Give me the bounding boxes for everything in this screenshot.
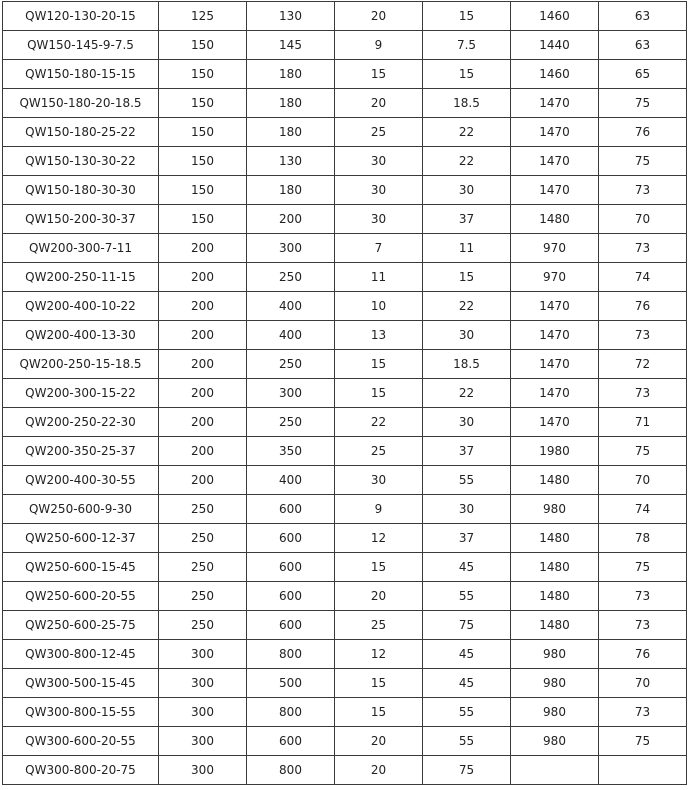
table-cell-col-6: 970 xyxy=(511,263,599,292)
table-row xyxy=(3,495,687,524)
table-cell-col-3: 600 xyxy=(247,611,335,640)
table-cell-col-6: 1470 xyxy=(511,147,599,176)
table-row xyxy=(3,524,687,553)
table-cell-model: QW300-800-15-55 xyxy=(3,698,159,727)
table-cell-col-6: 1460 xyxy=(511,2,599,31)
table-cell-col-6: 1470 xyxy=(511,89,599,118)
table-cell-model: QW200-350-25-37 xyxy=(3,437,159,466)
table-cell-col-2: 150 xyxy=(159,147,247,176)
table-cell-col-4: 15 xyxy=(335,553,423,582)
table-cell-col-3: 600 xyxy=(247,727,335,756)
table-row xyxy=(3,350,687,379)
table-cell-col-4: 25 xyxy=(335,611,423,640)
table-cell-col-6: 1480 xyxy=(511,524,599,553)
table-cell-col-6: 980 xyxy=(511,727,599,756)
table-cell-col-2: 250 xyxy=(159,582,247,611)
table-cell-col-3: 250 xyxy=(247,263,335,292)
table-cell-col-3: 180 xyxy=(247,89,335,118)
table-cell-col-2: 250 xyxy=(159,553,247,582)
table-cell-col-3: 180 xyxy=(247,118,335,147)
table-cell-col-3: 300 xyxy=(247,379,335,408)
table-cell-model: QW150-130-30-22 xyxy=(3,147,159,176)
table-cell-col-7: 75 xyxy=(599,147,687,176)
table-cell-col-2: 200 xyxy=(159,408,247,437)
table-cell-col-7: 73 xyxy=(599,582,687,611)
table-cell-col-4: 9 xyxy=(335,31,423,60)
table-cell-col-3: 180 xyxy=(247,176,335,205)
table-cell-col-6: 980 xyxy=(511,698,599,727)
table-cell-col-6: 1470 xyxy=(511,408,599,437)
table-cell-col-3: 250 xyxy=(247,350,335,379)
table-cell-col-7: 78 xyxy=(599,524,687,553)
table-cell-col-7: 75 xyxy=(599,727,687,756)
table-cell-model: QW300-800-20-75 xyxy=(3,756,159,785)
table-cell-col-2: 200 xyxy=(159,263,247,292)
table-cell-col-6: 1470 xyxy=(511,321,599,350)
table-cell-col-6: 1440 xyxy=(511,31,599,60)
table-cell-model: QW120-130-20-15 xyxy=(3,2,159,31)
table-cell-col-4: 12 xyxy=(335,524,423,553)
table-row xyxy=(3,263,687,292)
table-cell-col-7: 73 xyxy=(599,698,687,727)
table-cell-model: QW200-400-30-55 xyxy=(3,466,159,495)
table-cell-col-7: 63 xyxy=(599,31,687,60)
table-cell-col-5: 45 xyxy=(423,669,511,698)
table-cell-model: QW150-180-30-30 xyxy=(3,176,159,205)
table-cell-col-3: 600 xyxy=(247,495,335,524)
table-cell-col-5: 30 xyxy=(423,408,511,437)
table-cell-col-6: 980 xyxy=(511,640,599,669)
table-cell-col-3: 600 xyxy=(247,524,335,553)
table-cell-col-2: 200 xyxy=(159,321,247,350)
table-cell-model: QW250-600-20-55 xyxy=(3,582,159,611)
table-row xyxy=(3,31,687,60)
table-cell-model: QW150-200-30-37 xyxy=(3,205,159,234)
table-cell-model: QW200-250-22-30 xyxy=(3,408,159,437)
table-cell-col-7: 70 xyxy=(599,466,687,495)
table-cell-col-3: 180 xyxy=(247,60,335,89)
table-cell-col-5: 30 xyxy=(423,495,511,524)
table-cell-col-2: 300 xyxy=(159,698,247,727)
table-cell-model: QW300-500-15-45 xyxy=(3,669,159,698)
table-cell-col-2: 150 xyxy=(159,176,247,205)
table-cell-col-5: 15 xyxy=(423,263,511,292)
table-cell-col-6: 1460 xyxy=(511,60,599,89)
table-cell-col-6: 1980 xyxy=(511,437,599,466)
table-cell-col-5: 37 xyxy=(423,205,511,234)
table-cell-col-4: 20 xyxy=(335,2,423,31)
table-cell-model: QW200-400-10-22 xyxy=(3,292,159,321)
table-cell-col-4: 30 xyxy=(335,147,423,176)
table-row xyxy=(3,60,687,89)
table-cell-col-3: 800 xyxy=(247,640,335,669)
table-cell-col-4: 10 xyxy=(335,292,423,321)
table-cell-model: QW250-600-25-75 xyxy=(3,611,159,640)
table-row xyxy=(3,408,687,437)
table-cell-col-4: 25 xyxy=(335,118,423,147)
table-cell-col-5: 55 xyxy=(423,727,511,756)
table-cell-col-6 xyxy=(511,756,599,785)
table-cell-col-3: 600 xyxy=(247,553,335,582)
table-cell-col-4: 9 xyxy=(335,495,423,524)
table-row xyxy=(3,321,687,350)
table-row xyxy=(3,118,687,147)
table-cell-col-5: 18.5 xyxy=(423,350,511,379)
table-cell-col-3: 145 xyxy=(247,31,335,60)
table-cell-col-2: 200 xyxy=(159,379,247,408)
table-cell-col-5: 15 xyxy=(423,2,511,31)
table-cell-col-5: 22 xyxy=(423,147,511,176)
table-row xyxy=(3,292,687,321)
table-cell-col-4: 15 xyxy=(335,669,423,698)
table-cell-col-2: 250 xyxy=(159,495,247,524)
table-cell-col-4: 30 xyxy=(335,466,423,495)
table-cell-col-5: 45 xyxy=(423,640,511,669)
table-row xyxy=(3,437,687,466)
table-cell-col-4: 22 xyxy=(335,408,423,437)
table-cell-col-3: 130 xyxy=(247,2,335,31)
table-cell-col-2: 300 xyxy=(159,756,247,785)
table-cell-col-2: 200 xyxy=(159,437,247,466)
table-row xyxy=(3,176,687,205)
table-cell-model: QW250-600-15-45 xyxy=(3,553,159,582)
table-cell-col-3: 200 xyxy=(247,205,335,234)
table-cell-col-7 xyxy=(599,756,687,785)
table-cell-col-3: 600 xyxy=(247,582,335,611)
table-cell-col-6: 1480 xyxy=(511,611,599,640)
table-cell-col-5: 15 xyxy=(423,60,511,89)
table-cell-col-5: 45 xyxy=(423,553,511,582)
table-cell-col-3: 130 xyxy=(247,147,335,176)
table-cell-col-3: 500 xyxy=(247,669,335,698)
table-cell-col-2: 300 xyxy=(159,727,247,756)
table-cell-col-7: 73 xyxy=(599,234,687,263)
table-cell-col-7: 74 xyxy=(599,495,687,524)
table-cell-col-3: 800 xyxy=(247,756,335,785)
table-cell-col-5: 18.5 xyxy=(423,89,511,118)
table-cell-model: QW200-300-7-11 xyxy=(3,234,159,263)
table-row xyxy=(3,466,687,495)
table-cell-col-5: 7.5 xyxy=(423,31,511,60)
pump-spec-table-body xyxy=(3,2,687,785)
table-row xyxy=(3,205,687,234)
table-cell-col-2: 150 xyxy=(159,31,247,60)
table-cell-col-2: 200 xyxy=(159,234,247,263)
table-cell-col-3: 400 xyxy=(247,466,335,495)
table-cell-col-4: 12 xyxy=(335,640,423,669)
table-cell-col-2: 200 xyxy=(159,466,247,495)
table-cell-col-6: 1470 xyxy=(511,292,599,321)
table-cell-col-3: 400 xyxy=(247,292,335,321)
table-row xyxy=(3,698,687,727)
table-row xyxy=(3,89,687,118)
table-cell-col-6: 1480 xyxy=(511,582,599,611)
table-row xyxy=(3,379,687,408)
table-cell-col-4: 11 xyxy=(335,263,423,292)
table-cell-col-6: 1480 xyxy=(511,205,599,234)
table-cell-model: QW150-145-9-7.5 xyxy=(3,31,159,60)
table-cell-col-7: 70 xyxy=(599,205,687,234)
table-cell-col-3: 250 xyxy=(247,408,335,437)
table-cell-col-6: 1470 xyxy=(511,350,599,379)
table-cell-col-5: 75 xyxy=(423,611,511,640)
table-cell-col-2: 300 xyxy=(159,669,247,698)
table-cell-col-5: 37 xyxy=(423,437,511,466)
table-cell-model: QW250-600-12-37 xyxy=(3,524,159,553)
table-cell-col-2: 250 xyxy=(159,524,247,553)
table-cell-model: QW300-800-12-45 xyxy=(3,640,159,669)
table-row xyxy=(3,582,687,611)
table-cell-col-7: 63 xyxy=(599,2,687,31)
table-cell-col-7: 73 xyxy=(599,321,687,350)
table-cell-col-2: 300 xyxy=(159,640,247,669)
table-cell-col-5: 22 xyxy=(423,379,511,408)
table-cell-col-7: 65 xyxy=(599,60,687,89)
table-cell-col-6: 970 xyxy=(511,234,599,263)
table-cell-col-4: 20 xyxy=(335,727,423,756)
table-row xyxy=(3,611,687,640)
table-cell-col-2: 250 xyxy=(159,611,247,640)
table-cell-model: QW150-180-25-22 xyxy=(3,118,159,147)
table-cell-col-4: 15 xyxy=(335,379,423,408)
table-cell-model: QW250-600-9-30 xyxy=(3,495,159,524)
table-row xyxy=(3,147,687,176)
table-row xyxy=(3,756,687,785)
table-cell-col-2: 125 xyxy=(159,2,247,31)
table-cell-col-4: 15 xyxy=(335,350,423,379)
table-cell-col-2: 150 xyxy=(159,118,247,147)
table-cell-col-7: 73 xyxy=(599,176,687,205)
table-cell-col-2: 150 xyxy=(159,89,247,118)
table-cell-col-4: 13 xyxy=(335,321,423,350)
table-cell-col-2: 200 xyxy=(159,292,247,321)
table-cell-col-5: 55 xyxy=(423,698,511,727)
table-cell-col-7: 75 xyxy=(599,89,687,118)
table-cell-col-2: 150 xyxy=(159,60,247,89)
table-cell-col-5: 30 xyxy=(423,176,511,205)
table-cell-col-4: 25 xyxy=(335,437,423,466)
table-cell-model: QW200-300-15-22 xyxy=(3,379,159,408)
table-row xyxy=(3,553,687,582)
table-cell-col-6: 980 xyxy=(511,495,599,524)
table-cell-col-5: 30 xyxy=(423,321,511,350)
table-row xyxy=(3,2,687,31)
table-cell-col-4: 7 xyxy=(335,234,423,263)
table-cell-col-4: 15 xyxy=(335,698,423,727)
table-row xyxy=(3,234,687,263)
table-cell-model: QW200-250-15-18.5 xyxy=(3,350,159,379)
table-cell-col-2: 200 xyxy=(159,350,247,379)
table-cell-col-6: 1470 xyxy=(511,379,599,408)
table-cell-col-5: 55 xyxy=(423,466,511,495)
table-cell-col-7: 76 xyxy=(599,640,687,669)
table-cell-col-3: 400 xyxy=(247,321,335,350)
table-cell-col-7: 75 xyxy=(599,437,687,466)
table-row xyxy=(3,727,687,756)
table-cell-model: QW200-250-11-15 xyxy=(3,263,159,292)
table-cell-model: QW200-400-13-30 xyxy=(3,321,159,350)
table-cell-col-7: 71 xyxy=(599,408,687,437)
table-cell-model: QW300-600-20-55 xyxy=(3,727,159,756)
table-cell-col-3: 300 xyxy=(247,234,335,263)
table-cell-col-4: 20 xyxy=(335,89,423,118)
table-cell-col-5: 11 xyxy=(423,234,511,263)
table-cell-col-7: 72 xyxy=(599,350,687,379)
table-cell-col-7: 75 xyxy=(599,553,687,582)
table-row xyxy=(3,640,687,669)
table-cell-model: QW150-180-20-18.5 xyxy=(3,89,159,118)
table-cell-col-7: 76 xyxy=(599,292,687,321)
table-cell-col-7: 76 xyxy=(599,118,687,147)
table-cell-col-7: 74 xyxy=(599,263,687,292)
table-cell-col-6: 1470 xyxy=(511,176,599,205)
table-cell-col-7: 70 xyxy=(599,669,687,698)
table-cell-col-4: 30 xyxy=(335,205,423,234)
table-cell-col-4: 20 xyxy=(335,582,423,611)
table-cell-col-6: 1480 xyxy=(511,553,599,582)
table-cell-col-2: 150 xyxy=(159,205,247,234)
table-cell-col-4: 30 xyxy=(335,176,423,205)
table-row xyxy=(3,669,687,698)
table-cell-col-6: 1470 xyxy=(511,118,599,147)
pump-spec-table xyxy=(2,1,687,785)
table-cell-col-7: 73 xyxy=(599,379,687,408)
table-cell-col-5: 22 xyxy=(423,292,511,321)
table-cell-col-5: 55 xyxy=(423,582,511,611)
table-cell-col-5: 75 xyxy=(423,756,511,785)
table-cell-col-4: 15 xyxy=(335,60,423,89)
table-cell-col-4: 20 xyxy=(335,756,423,785)
table-cell-col-3: 350 xyxy=(247,437,335,466)
table-cell-col-3: 800 xyxy=(247,698,335,727)
table-cell-model: QW150-180-15-15 xyxy=(3,60,159,89)
table-cell-col-6: 980 xyxy=(511,669,599,698)
table-cell-col-5: 37 xyxy=(423,524,511,553)
table-cell-col-7: 73 xyxy=(599,611,687,640)
table-cell-col-5: 22 xyxy=(423,118,511,147)
table-cell-col-6: 1480 xyxy=(511,466,599,495)
